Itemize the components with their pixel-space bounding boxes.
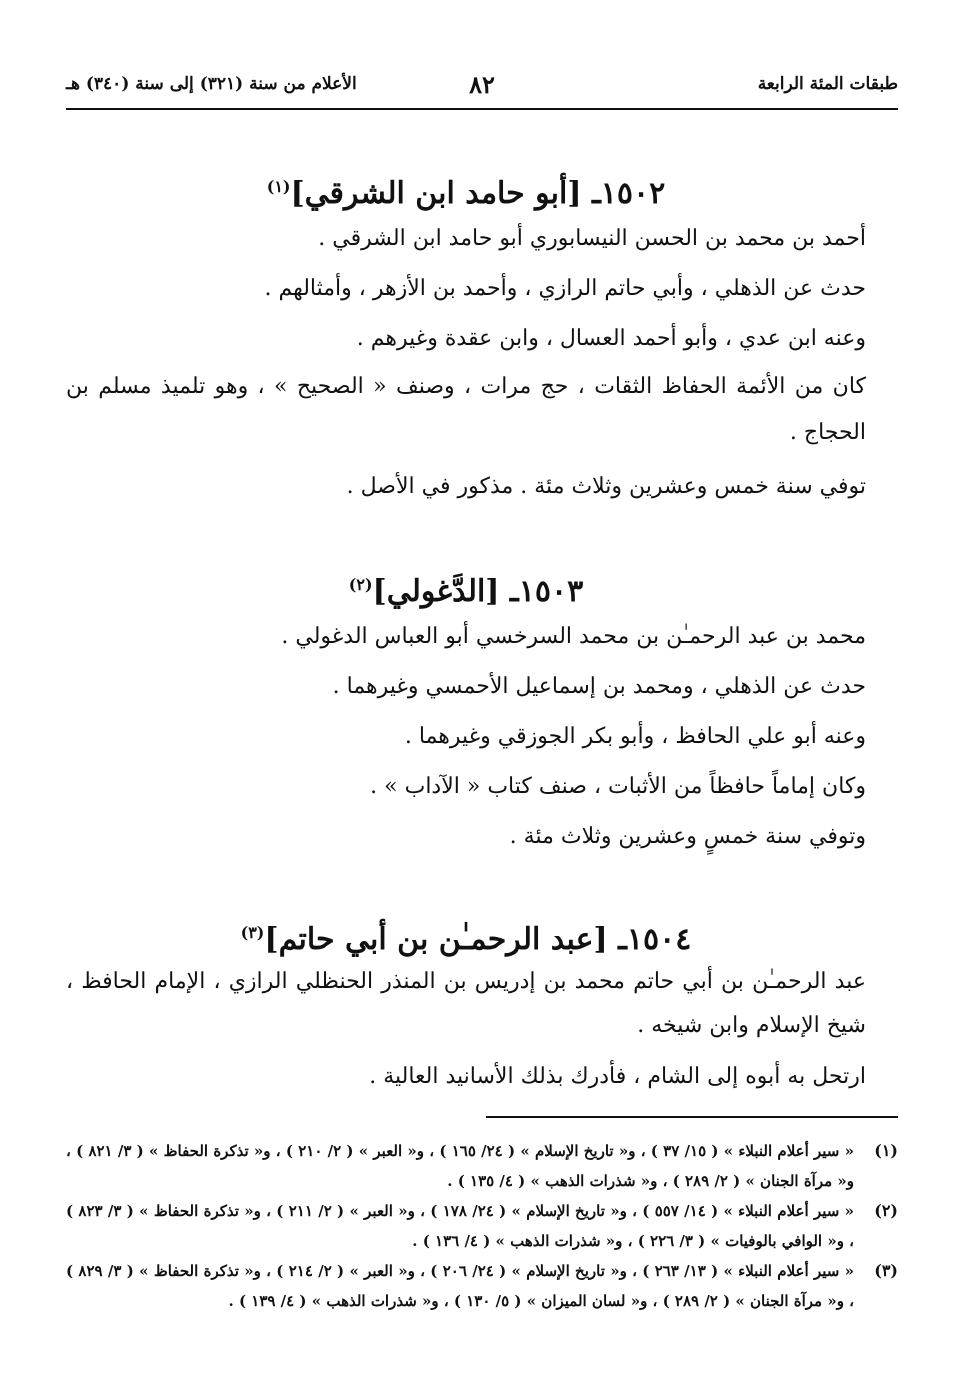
footnote-ref: (٣) [240, 923, 265, 942]
footnotes [66, 1136, 898, 1316]
footnote [66, 1196, 898, 1256]
entry-1503 [66, 558, 866, 862]
entry-title [66, 160, 866, 214]
entry-title [66, 558, 866, 612]
entry-paragraph: ارتحل به أبوه إلى الشام ، فأدرك بذلك الأسانيد العالية . [369, 1064, 866, 1089]
footnote-number: (٣) [874, 1261, 898, 1280]
footnote [66, 1136, 898, 1196]
entry-paragraph: كان من الأئمة الحفاظ الثقات ، حج مرات ، وصنف « الصحيح » ، وهو تلميذ مسلم بن الحجاج . [66, 374, 866, 445]
entry-paragraph: وعنه ابن عدي ، وأبو أحمد العسال ، وابن عقدة وغيرهم . [356, 326, 866, 351]
entry-paragraph: حدث عن الذهلي ، ومحمد بن إسماعيل الأحمسي وغيرهما . [332, 674, 866, 699]
entry-paragraph: توفي سنة خمس وعشرين وثلاث مئة . مذكور في الأصل . [346, 474, 866, 499]
footnote-rule [486, 1116, 898, 1118]
footnote-ref: (١) [266, 177, 291, 196]
running-head-section: الأعلام من سنة (٣٢١) إلى سنة (٣٤٠) هـ [66, 74, 357, 94]
entry-title [66, 906, 866, 960]
footnote-number: (٢) [874, 1201, 898, 1220]
entry-paragraph: أحمد بن محمد بن الحسن النيسابوري أبو حامد ابن الشرقي . [318, 226, 866, 251]
entry-paragraph: وتوفي سنة خمسٍ وعشرين وثلاث مئة . [509, 824, 866, 849]
entry-title-text: ١٥٠٣ـ [الدَّغولي] [372, 574, 584, 609]
footnote-text: « سير أعلام النبلاء » ( ١٥/ ٣٧ ) ، و« تاريخ الإسلام » ( ٢٤/ ١٦٥ ) ، و« العبر » ( ٢/ ٢١٠ ) ، و« تذكرة الحفاظ » ( ٣/ ٨٢١ ) ، و« مرآة الجنان » ( ٢/ ٢٨٩ ) ، و« شذرات الذهب » ( ٤/ ١٣٥ ) . [66, 1142, 854, 1190]
entry-paragraph: عبد الرحمـٰن بن أبي حاتم محمد بن إدريس بن المنذر الحنظلي الرازي ، الإمام الحافظ ، شيخ الإسلام وابن شيخه . [66, 969, 866, 1038]
footnote [66, 1256, 898, 1316]
footnote-text: « سير أعلام النبلاء » ( ١٣/ ٢٦٣ ) ، و« تاريخ الإسلام » ( ٢٤/ ٢٠٦ ) ، و« العبر » ( ٢/ ٢١٤ ) ، و« تذكرة الحفاظ » ( ٣/ ٨٢٩ ) ، و« مرآة الجنان » ( ٢/ ٢٨٩ ) ، و« لسان الميزان » ( ٥/ ١٣٠ ) ، و« شذرات الذهب » ( ٤/ ١٣٩ ) . [66, 1262, 854, 1310]
running-head-book-title: طبقات المئة الرابعة [757, 74, 898, 94]
entry-paragraph: محمد بن عبد الرحمـٰن بن محمد السرخسي أبو العباس الدغولي . [281, 624, 866, 649]
entry-paragraph: وكان إماماً حافظاً من الأثبات ، صنف كتاب « الآداب » . [370, 774, 866, 799]
entry-1504 [66, 906, 866, 1102]
entry-title-text: ١٥٠٢ـ [أبو حامد ابن الشرقي] [290, 176, 666, 211]
entry-paragraph: وعنه أبو علي الحافظ ، وأبو بكر الجوزقي وغيرهما . [404, 724, 866, 749]
footnote-ref: (٢) [348, 575, 373, 594]
running-head [66, 70, 898, 106]
footnote-text: « سير أعلام النبلاء » ( ١٤/ ٥٥٧ ) ، و« تاريخ الإسلام » ( ٢٤/ ١٧٨ ) ، و« العبر » ( ٢/ ٢١١ ) ، و« تذكرة الحفاظ » ( ٣/ ٨٢٣ ) ، و« الوافي بالوفيات » ( ٣/ ٢٢٦ ) ، و« شذرات الذهب » ( ٤/ ١٣٦ ) . [66, 1202, 854, 1250]
page-number: ٨٢ [469, 70, 495, 99]
entry-paragraph: حدث عن الذهلي ، وأبي حاتم الرازي ، وأحمد بن الأزهر ، وأمثالهم . [264, 276, 866, 301]
entry-1502 [66, 160, 866, 512]
header-rule [66, 108, 898, 110]
footnote-number: (١) [874, 1141, 898, 1160]
entry-title-text: ١٥٠٤ـ [عبد الرحمـٰن بن أبي حاتم] [264, 922, 692, 957]
